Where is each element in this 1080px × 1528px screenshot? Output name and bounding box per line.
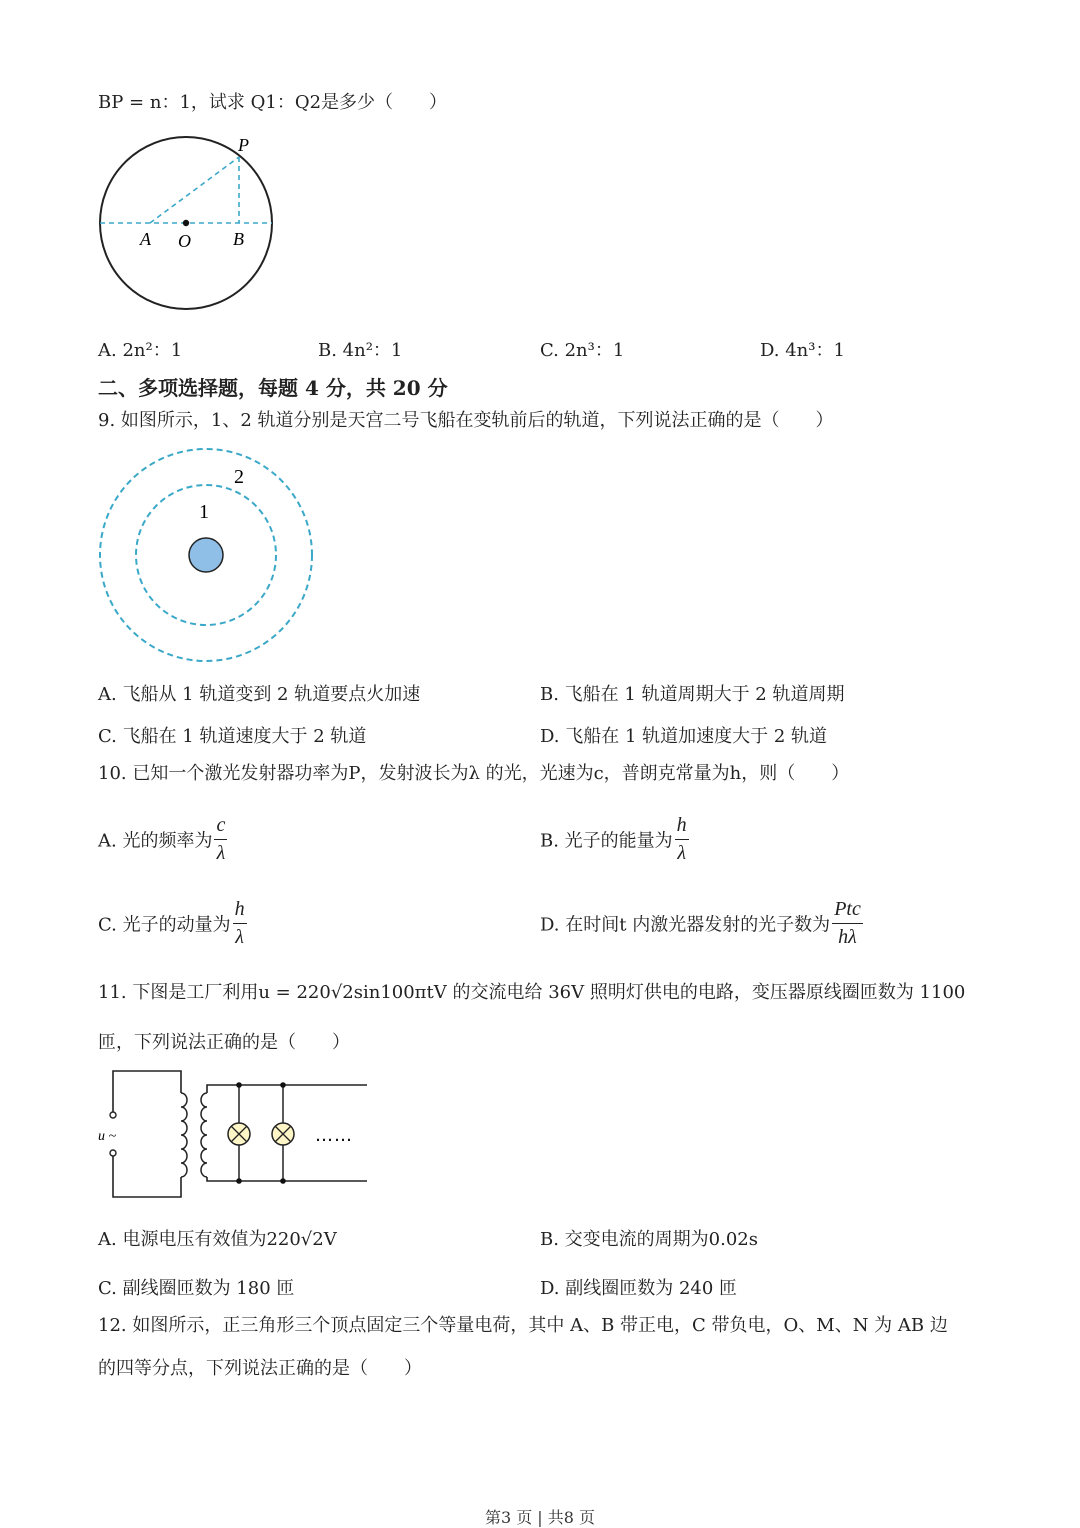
q9-stem: 9. 如图所示，1、2 轨道分别是天宫二号飞船在变轨前后的轨道，下列说法正确的是（ ） bbox=[98, 410, 834, 431]
planet bbox=[189, 538, 223, 572]
q10-c-den: λ bbox=[235, 926, 244, 948]
q10-d-text: D. 在时间t 内激光器发射的光子数为 bbox=[540, 914, 831, 936]
q8-option-d[interactable]: D. 4n³：1 bbox=[760, 340, 845, 361]
q10-b-fraction bbox=[675, 814, 689, 865]
primary-coil bbox=[181, 1093, 187, 1177]
q10-d-den: hλ bbox=[838, 926, 857, 948]
q9-orbit-figure bbox=[98, 447, 318, 667]
q10-b-num: h bbox=[675, 814, 689, 840]
circuit-dots: …… bbox=[315, 1125, 353, 1146]
q10-option-c[interactable] bbox=[98, 898, 247, 949]
q10-a-den: λ bbox=[216, 842, 226, 864]
q8-line-ap bbox=[150, 157, 239, 223]
q10-stem: 10. 已知一个激光发射器功率为P，发射波长为λ 的光，光速为c，普朗克常量为h，则（ ） bbox=[98, 763, 850, 784]
q12-stem-line1: 12. 如图所示，正三角形三个顶点固定三个等量电荷，其中 A、B 带正电，C 带负电，O、M、N 为 AB 边 bbox=[98, 1315, 948, 1336]
q8-option-c[interactable]: C. 2n³：1 bbox=[540, 340, 625, 361]
q10-option-d[interactable] bbox=[540, 898, 863, 949]
q11-circuit-figure bbox=[95, 1065, 385, 1205]
q11-option-d[interactable]: D. 副线圈匝数为 240 匝 bbox=[540, 1278, 738, 1299]
q10-a-fraction bbox=[214, 814, 227, 865]
page-footer: 第3 页 | 共8 页 bbox=[484, 1508, 596, 1527]
q8-option-b[interactable]: B. 4n²：1 bbox=[318, 340, 403, 361]
q9-option-b[interactable]: B. 飞船在 1 轨道周期大于 2 轨道周期 bbox=[540, 684, 845, 705]
q8-center-dot bbox=[183, 220, 189, 226]
q11-option-b[interactable]: B. 交变电流的周期为0.02s bbox=[540, 1229, 758, 1250]
q9-option-a[interactable]: A. 飞船从 1 轨道变到 2 轨道要点火加速 bbox=[98, 684, 421, 705]
source-terminal-top bbox=[110, 1112, 116, 1118]
source-terminal-bottom bbox=[110, 1150, 116, 1156]
q10-a-text: A. 光的频率为 bbox=[98, 830, 213, 852]
q8-label-b: B bbox=[233, 229, 244, 249]
q10-c-fraction bbox=[233, 898, 247, 949]
q11-option-a[interactable]: A. 电源电压有效值为220√2V bbox=[98, 1229, 337, 1250]
source-label: u ~ bbox=[98, 1129, 117, 1144]
q8-label-o: O bbox=[178, 231, 191, 251]
q10-b-den: λ bbox=[677, 842, 686, 864]
q9-option-d[interactable]: D. 飞船在 1 轨道加速度大于 2 轨道 bbox=[540, 726, 828, 747]
q11-stem-line1: 11. 下图是工厂利用u = 220√2sin100πtV 的交流电给 36V 照明灯供电的电路，变压器原线圈匝数为 1100 bbox=[98, 982, 966, 1003]
q9-option-c[interactable]: C. 飞船在 1 轨道速度大于 2 轨道 bbox=[98, 726, 367, 747]
orbit-1-label: 1 bbox=[199, 501, 209, 523]
q8-stem-line: BP = n：1，试求 Q1：Q2是多少（ ） bbox=[98, 92, 448, 113]
q8-label-a: A bbox=[140, 229, 151, 249]
q10-c-text: C. 光子的动量为 bbox=[98, 914, 231, 936]
q10-b-text: B. 光子的能量为 bbox=[540, 830, 673, 852]
q10-c-num: h bbox=[233, 898, 247, 924]
q8-label-p: P bbox=[238, 135, 249, 155]
q11-stem-line2: 匝，下列说法正确的是（ ） bbox=[98, 1032, 350, 1053]
q10-a-num: c bbox=[214, 814, 227, 840]
q10-option-b[interactable] bbox=[540, 814, 689, 865]
primary-wire bbox=[113, 1071, 181, 1197]
secondary-coil bbox=[201, 1093, 207, 1177]
q10-d-num: Ptc bbox=[832, 898, 863, 924]
q10-d-fraction bbox=[832, 898, 863, 949]
q12-stem-line2: 的四等分点，下列说法正确的是（ ） bbox=[98, 1358, 422, 1379]
section-title: 二、多项选择题，每题 4 分，共 20 分 bbox=[98, 376, 448, 400]
orbit-2-label: 2 bbox=[234, 466, 244, 488]
q11-option-c[interactable]: C. 副线圈匝数为 180 匝 bbox=[98, 1278, 295, 1299]
q8-circle-figure bbox=[98, 135, 278, 315]
q8-option-a[interactable]: A. 2n²：1 bbox=[98, 340, 183, 361]
q10-option-a[interactable] bbox=[98, 814, 227, 865]
